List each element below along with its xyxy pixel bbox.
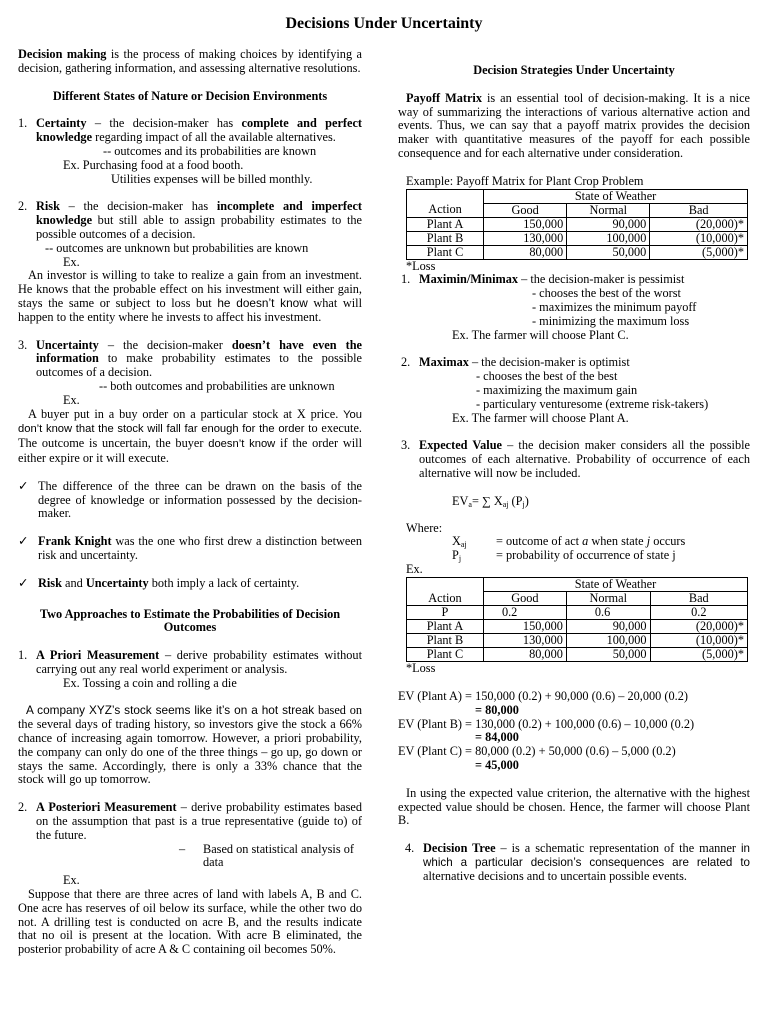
risk-bold: incomplete and imperfect knowledge bbox=[36, 199, 363, 228]
tree-text-1: – is a schematic representation of the manner bbox=[495, 841, 741, 856]
def-symbol bbox=[452, 549, 461, 566]
item-number: 4. bbox=[405, 841, 415, 856]
def-text bbox=[496, 535, 685, 549]
risk-paragraph bbox=[18, 269, 362, 324]
def-ital2: j bbox=[646, 534, 651, 549]
formula-sub: aj bbox=[502, 499, 509, 509]
risk-ex-label: Ex. bbox=[63, 254, 80, 269]
table-cell: 80,000 bbox=[483, 648, 566, 662]
def-text: = probability of occurrence of state j bbox=[496, 548, 676, 563]
checkmark-icon: ✓ bbox=[18, 534, 29, 549]
apriori-para-b: based on the several days of trading history, so investors give the stock a 66% chance of increasing again tomorrow. However, a priori probability, the company can only do one of the three things – go up, go down or stays the same. Accordingly, there is only a 33% chance that the stock will go up tomorrow. bbox=[18, 703, 362, 787]
table-cell: 150,000 bbox=[484, 217, 567, 231]
maximax-line: - chooses the best of the best bbox=[476, 369, 618, 384]
certainty-note: -- outcomes and its probabilities are known bbox=[103, 143, 317, 158]
table-group-header: State of Weather bbox=[483, 578, 747, 592]
aposteriori-note-text: Based on statistical analysis of data bbox=[203, 841, 354, 870]
uncertainty-bold: doesn’t have even the information bbox=[36, 337, 362, 366]
ev-ex-label: Ex. bbox=[406, 562, 423, 577]
def-sub: aj bbox=[460, 540, 467, 550]
maximax-example: Ex. The farmer will choose Plant A. bbox=[452, 410, 629, 425]
where-label: Where: bbox=[406, 520, 443, 535]
table-group-header: State of Weather bbox=[484, 189, 748, 203]
check-text-3b: both imply a lack of certainty. bbox=[148, 575, 300, 590]
apriori-term: A Priori Measurement bbox=[36, 648, 160, 663]
item-number: 3. bbox=[18, 337, 28, 352]
formula-sub: j bbox=[522, 499, 525, 509]
table-cell: 130,000 bbox=[483, 634, 566, 648]
right-column bbox=[398, 64, 750, 883]
risk-item bbox=[18, 200, 362, 269]
left-column bbox=[18, 48, 362, 957]
maximax-item bbox=[398, 356, 750, 425]
check-item-3 bbox=[18, 577, 362, 591]
formula-sub: a bbox=[468, 499, 472, 509]
definition-row bbox=[398, 535, 750, 549]
def-sym: P bbox=[452, 548, 459, 563]
decision-tree-item bbox=[398, 842, 750, 883]
risk-text-1: – the decision-maker has bbox=[59, 199, 217, 214]
item-number: 2. bbox=[18, 199, 28, 214]
item-number: 1. bbox=[18, 116, 28, 131]
unc-para-c: to execute. The outcome is uncertain, the buyer bbox=[18, 421, 362, 451]
apriori-para-a: A company XYZ’s stock seems like it’s on a hot streak bbox=[26, 703, 315, 718]
payoff-term: Payoff Matrix bbox=[406, 90, 482, 105]
table-cell: 100,000 bbox=[566, 634, 650, 648]
uncertainty-text-2: to make probability estimates to the possible outcomes of a decision. bbox=[36, 351, 362, 380]
table-cell: Plant B bbox=[407, 634, 484, 648]
table-header-row bbox=[407, 203, 748, 217]
formula-part: = ∑ X bbox=[471, 493, 503, 508]
table-row bbox=[407, 648, 748, 662]
certainty-example-2: Utilities expenses will be billed monthly. bbox=[111, 171, 313, 186]
apriori-example: Ex. Tossing a coin and rolling a die bbox=[63, 675, 237, 690]
formula-part: EV bbox=[452, 493, 469, 508]
risk-note: -- outcomes are unknown but probabilities are known bbox=[45, 240, 309, 255]
table-header: Bad bbox=[650, 203, 748, 217]
check-bold-2: Frank Knight bbox=[38, 534, 112, 549]
table-row bbox=[407, 620, 748, 634]
payoff-table-2 bbox=[406, 577, 748, 662]
page-title: Decisions Under Uncertainty bbox=[285, 15, 483, 32]
table-cell: 150,000 bbox=[483, 620, 566, 634]
table-header: Action bbox=[407, 203, 484, 217]
maximin-line: - chooses the best of the worst bbox=[532, 286, 681, 301]
table-cell: Plant A bbox=[407, 217, 484, 231]
expected-value-item bbox=[398, 439, 750, 480]
table-cell: 0.2 bbox=[483, 606, 566, 620]
item-number: 1. bbox=[401, 272, 411, 287]
uncertainty-term: Uncertainty bbox=[36, 337, 99, 352]
maximin-item bbox=[398, 273, 750, 342]
check-item-1 bbox=[18, 480, 362, 521]
risk-term: Risk bbox=[36, 199, 60, 214]
ev-formula bbox=[398, 495, 750, 512]
def-sub: j bbox=[458, 554, 462, 564]
check-bold-3a: Risk bbox=[38, 575, 62, 590]
table-cell: 50,000 bbox=[567, 245, 650, 259]
table-cell: Plant C bbox=[407, 648, 484, 662]
uncertainty-item bbox=[18, 339, 362, 408]
probability-row bbox=[407, 606, 748, 620]
item-number: 3. bbox=[401, 438, 411, 453]
table-header: Good bbox=[483, 592, 566, 606]
maximin-text: – the decision-maker is pessimist bbox=[518, 272, 685, 287]
table-cell: 90,000 bbox=[566, 620, 650, 634]
uncertainty-note: -- both outcomes and probabilities are unknown bbox=[99, 378, 335, 393]
payoff-paragraph bbox=[398, 92, 750, 161]
aposteriori-text: – derive probability estimates based on the assumption that past is a true representative (guide to) of the future. bbox=[36, 800, 362, 842]
payoff-table-1 bbox=[406, 189, 748, 260]
item-number: 1. bbox=[18, 648, 28, 663]
aposteriori-note bbox=[27, 843, 362, 871]
maximax-text: – the decision-maker is optimist bbox=[468, 355, 630, 370]
table-header: Normal bbox=[567, 203, 650, 217]
item-number: 2. bbox=[401, 355, 411, 370]
risk-text-2: but still able to assign probability estimates to the possible outcomes of a decision. bbox=[36, 213, 362, 241]
check-text-2: was the one who first drew a distinction between risk and uncertainty. bbox=[38, 534, 362, 562]
checkmark-icon: ✓ bbox=[18, 478, 29, 493]
table-footnote: *Loss bbox=[406, 258, 436, 273]
table-row bbox=[407, 634, 748, 648]
table-header-row bbox=[407, 592, 748, 606]
table-cell: 90,000 bbox=[567, 217, 650, 231]
certainty-term: Certainty bbox=[36, 116, 87, 131]
maximax-line: - maximizing the maximum gain bbox=[476, 382, 638, 397]
formula-part: (P bbox=[508, 493, 523, 508]
table-header: Action bbox=[407, 592, 484, 606]
maximax-line: - particulary venturesome (extreme risk-takers) bbox=[476, 396, 709, 411]
def-t1: = outcome of act bbox=[496, 534, 583, 549]
check-text-3a: and bbox=[61, 575, 86, 590]
unc-para-e: if the order will either expire or it will execute. bbox=[18, 436, 363, 465]
table-header: Good bbox=[484, 203, 567, 217]
table-header: Normal bbox=[566, 592, 650, 606]
aposteriori-term: A Posteriori Measurement bbox=[36, 800, 177, 815]
expected-text: – the decision maker considers all the possible outcomes of each alternative. Probability of occurrence of each alternative will now be included. bbox=[419, 438, 750, 480]
definition-row bbox=[398, 549, 750, 563]
ev-equation: EV (Plant A) = 150,000 (0.2) + 90,000 (0.6) – 20,000 (0.2) bbox=[398, 688, 688, 703]
ev-result: = 45,000 bbox=[475, 757, 519, 772]
certainty-item bbox=[18, 117, 362, 186]
ev-result: = 84,000 bbox=[475, 730, 519, 745]
risk-para-a: An investor is willing to take to realize a gain from an investment. He knows that the probable effect on his investment will either gain, stays the same or subject to loss but bbox=[18, 268, 362, 310]
table-cell: (20,000)* bbox=[650, 217, 748, 231]
tree-term: Decision Tree bbox=[423, 841, 496, 856]
formula-part: ) bbox=[524, 493, 529, 508]
table-cell: (10,000)* bbox=[650, 634, 747, 648]
maximin-line: - maximizes the minimum payoff bbox=[532, 299, 697, 314]
table-row bbox=[407, 245, 748, 259]
def-t3: occurs bbox=[650, 534, 686, 549]
aposteriori-paragraph: Suppose that there are three acres of land with labels A, B and C. One acre has reserves of oil below its surface, while the other two do not. A drilling test is conducted on acre B, and the results indicate that no oil is present at the location. With acre B eliminated, the posterior probability of acre A & C containing oil becomes 50%. bbox=[18, 887, 362, 957]
table-cell: (5,000)* bbox=[650, 648, 747, 662]
risk-para-c: what will happen to the entity where he invests to affect his investment. bbox=[18, 295, 362, 324]
check-item-2 bbox=[18, 535, 362, 563]
table-footnote: *Loss bbox=[406, 661, 436, 676]
uncertainty-paragraph bbox=[18, 408, 362, 466]
unc-para-a: A buyer put in a buy order on a particular stock at X price. bbox=[28, 406, 344, 421]
table-cell: 80,000 bbox=[484, 245, 567, 259]
table-cell: Plant A bbox=[407, 620, 484, 634]
unc-para-d: doesn’t know bbox=[208, 438, 276, 451]
table-row bbox=[407, 217, 748, 231]
table-cell: P bbox=[407, 606, 484, 620]
ev-result: = 80,000 bbox=[475, 702, 519, 717]
intro-paragraph bbox=[18, 48, 362, 76]
expected-term: Expected Value bbox=[419, 438, 503, 453]
table-cell: (10,000)* bbox=[650, 231, 748, 245]
certainty-text-1: – the decision-maker has bbox=[86, 116, 242, 131]
ev-equation: EV (Plant B) = 130,000 (0.2) + 100,000 (0.6) – 10,000 (0.2) bbox=[398, 716, 695, 731]
table-cell: 50,000 bbox=[566, 648, 650, 662]
uncertainty-text-1: – the decision-maker bbox=[98, 337, 232, 352]
example-label: Example: Payoff Matrix for Plant Crop Problem bbox=[406, 173, 644, 188]
strategies-heading: Decision Strategies Under Uncertainty bbox=[473, 63, 675, 77]
certainty-example-1: Ex. Purchasing food at a food booth. bbox=[63, 157, 244, 172]
maximin-example: Ex. The farmer will choose Plant C. bbox=[452, 327, 629, 342]
tree-text-2: in which a particular decision’s consequences are related to bbox=[423, 842, 750, 869]
def-t2: when state bbox=[588, 534, 647, 549]
risk-para-b: he doesn’t know bbox=[217, 295, 308, 310]
intro-term: Decision making bbox=[18, 47, 107, 61]
def-ital: a bbox=[582, 534, 589, 549]
aposteriori-item bbox=[18, 801, 362, 888]
approaches-heading: Two Approaches to Estimate the Probabilities of Decision Outcomes bbox=[39, 606, 341, 635]
apriori-text: – derive probability estimates without carrying out any real world experiment or analysis. bbox=[36, 648, 362, 676]
check-text-1: The difference of the three can be drawn on the basis of the degree of knowledge or information possessed by the decision-maker. bbox=[38, 478, 362, 521]
ev-equation: EV (Plant C) = 80,000 (0.2) + 50,000 (0.6) – 5,000 (0.2) bbox=[398, 744, 676, 759]
payoff-text: is an essential tool of decision-making. It is a nice way of summarizing the interactions of various alternative action and events. Thus, we can say that a payoff matrix provides the decision maker with quantitative measures of the payoff for each possible consequence and for each alternative under consideration. bbox=[398, 90, 751, 160]
unc-para-b: You don’t know that the stock will fall far enough for the order bbox=[18, 408, 362, 436]
checkmark-icon: ✓ bbox=[18, 575, 29, 590]
table-header: Bad bbox=[650, 592, 747, 606]
maximin-line: - minimizing the maximum loss bbox=[532, 313, 690, 328]
states-heading: Different States of Nature or Decision Environments bbox=[52, 88, 328, 103]
table-cell: Plant C bbox=[407, 245, 484, 259]
table-cell: Plant B bbox=[407, 231, 484, 245]
tree-text-3: alternative decisions and to uncertain possible events. bbox=[423, 868, 687, 883]
certainty-text-2: regarding impact of all the available alternatives. bbox=[92, 130, 336, 145]
dash: – bbox=[179, 841, 186, 856]
intro-text: is the process of making choices by identifying a decision, gathering information, and assessing alternative resolutions. bbox=[18, 47, 362, 75]
def-sym: X bbox=[452, 534, 461, 549]
maximin-term: Maximin/Minimax bbox=[419, 272, 519, 287]
ev-calculations bbox=[398, 690, 750, 773]
table-cell: (20,000)* bbox=[650, 620, 747, 634]
table-cell: 0.6 bbox=[566, 606, 650, 620]
maximax-term: Maximax bbox=[419, 355, 469, 370]
certainty-bold: complete and perfect knowledge bbox=[36, 116, 363, 145]
apriori-item bbox=[18, 649, 362, 690]
ev-conclusion: In using the expected value criterion, the alternative with the highest expected value should be chosen. Hence, the farmer will choose Plant B. bbox=[398, 785, 750, 828]
uncertainty-ex-label: Ex. bbox=[63, 392, 80, 407]
table-row bbox=[407, 231, 748, 245]
check-bold-3b: Uncertainty bbox=[85, 575, 149, 590]
aposteriori-ex-label: Ex. bbox=[63, 873, 80, 888]
apriori-paragraph bbox=[18, 704, 362, 787]
table-cell: (5,000)* bbox=[650, 245, 748, 259]
table-cell: 0.2 bbox=[650, 606, 747, 620]
item-number: 2. bbox=[18, 800, 28, 815]
table-cell: 100,000 bbox=[567, 231, 650, 245]
table-cell: 130,000 bbox=[484, 231, 567, 245]
